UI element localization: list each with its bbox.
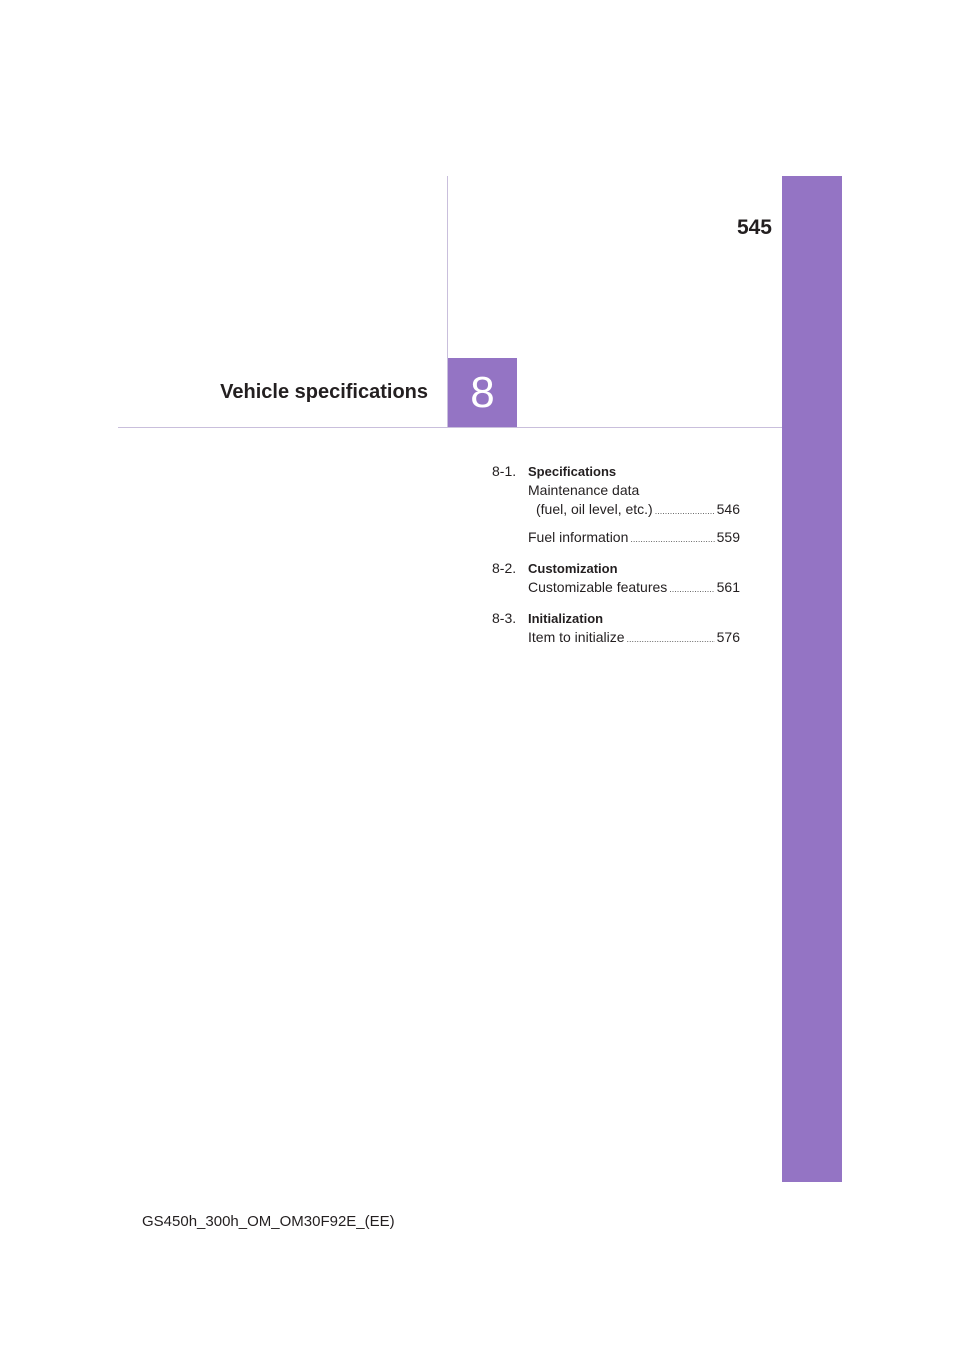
toc-entry-label: Fuel information xyxy=(528,529,629,545)
toc-entry-label: (fuel, oil level, etc.) xyxy=(536,501,653,517)
toc-section-number: 8-2. xyxy=(492,560,517,576)
toc-leader-dots xyxy=(630,534,714,544)
table-of-contents xyxy=(492,460,740,651)
document-id-footer: GS450h_300h_OM_OM30F92E_(EE) xyxy=(142,1213,395,1230)
toc-leader-dots xyxy=(626,634,714,644)
toc-entry-line1[interactable]: Maintenance data xyxy=(528,482,640,498)
toc-entry-label: Item to initialize xyxy=(528,629,625,645)
toc-section-title: Specifications xyxy=(528,463,617,479)
chapter-side-tab xyxy=(782,176,842,1182)
toc-entry-page: 559 xyxy=(716,529,740,545)
toc-leader-dots xyxy=(655,506,715,516)
toc-entry[interactable] xyxy=(536,501,740,523)
toc-entry-page: 576 xyxy=(716,629,740,645)
toc-section[interactable] xyxy=(492,460,740,482)
chapter-title: Vehicle specifications xyxy=(220,381,428,403)
toc-entry[interactable] xyxy=(528,529,740,551)
toc-entry[interactable] xyxy=(528,629,740,651)
header-horizontal-rule xyxy=(118,427,782,428)
toc-entry-page: 561 xyxy=(716,579,740,595)
toc-entry-page: 546 xyxy=(716,501,740,517)
toc-entry-label: Customizable features xyxy=(528,579,668,595)
toc-section-title: Initialization xyxy=(528,610,604,626)
page-number: 545 xyxy=(736,216,772,239)
chapter-number-box: 8 xyxy=(448,358,517,427)
toc-section-title: Customization xyxy=(528,560,618,576)
toc-entry[interactable] xyxy=(528,579,740,601)
toc-section[interactable] xyxy=(492,607,740,629)
toc-leader-dots xyxy=(669,584,714,594)
toc-section-number: 8-3. xyxy=(492,610,517,626)
toc-section-number: 8-1. xyxy=(492,463,517,479)
toc-section[interactable] xyxy=(492,557,740,579)
